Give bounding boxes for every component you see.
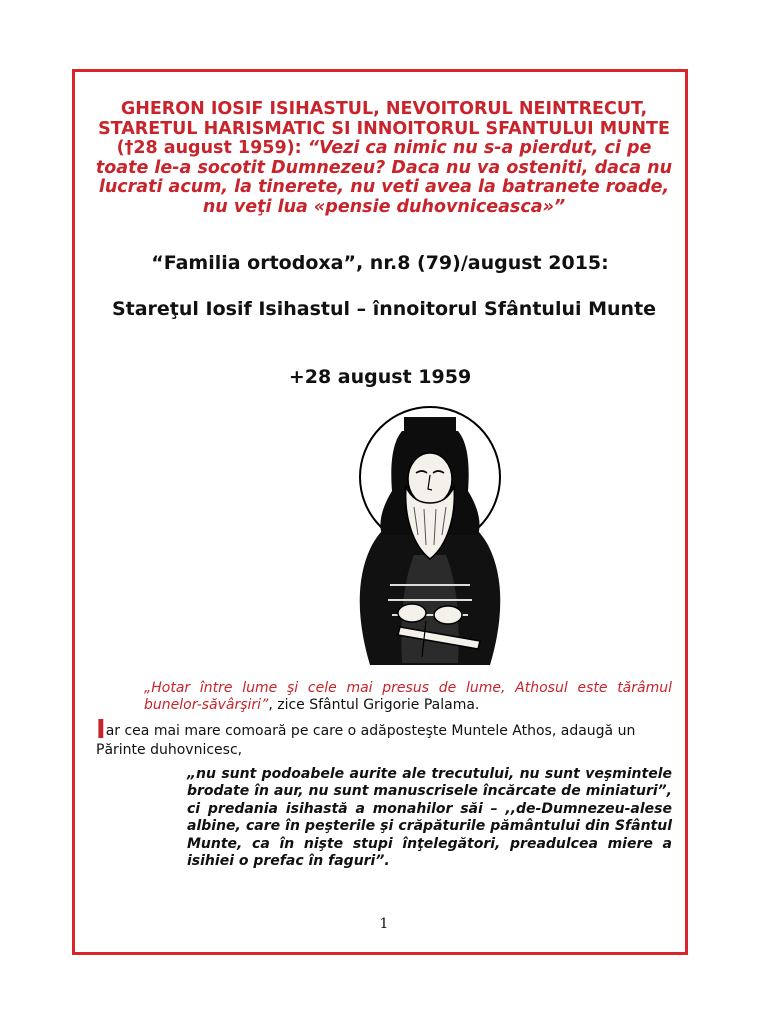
document-heading [92,100,676,218]
epigraph-attribution: , zice Sfântul Grigorie Palama. [268,697,480,713]
epigraph [144,680,672,714]
heading-lead: GHERON IOSIF ISIHASTUL, NEVOITORUL NEINTRECUT, STARETUL HARISMATIC SI INNOITORUL SFANTULUI MUNTE (†28 august 1959): [98,99,670,159]
block-quote: „nu sunt podoabele aurite ale trecutului, nu sunt veşmintele brodate în aur, nu sunt manuscrisele încărcate de miniaturi”, ci predania isihastă a monahilor săi – ,,de-Dumnezeu-alese albine, care în peşterile şi crăpăturile pământului din Sfântul Munte, ca în nişte stupi înţelegători, preadulcea miere a isihiei o prefac în faguri”. [187,766,672,870]
epigraph-quote: „Hotar între lume şi cele mai presus de lume, Athosul este tărâmul bunelor-săvârşiri” [144,680,672,713]
article-title: Stareţul Iosif Isihastul – înnoitorul Sfântului Munte [111,298,657,320]
page-number: 1 [379,916,389,932]
heading-quote: “Vezi ca nimic nu s-a pierdut, ci pe toate le-a socotit Dumnezeu? Daca nu va osteniti, daca nu lucrati acum, la tinerete, nu veti avea la batranete roade, nu veţi lua «pensie duhovniceasca»” [95,138,673,217]
body-paragraph [96,715,672,760]
saint-portrait-icon [330,395,530,670]
source-citation: “Familia ortodoxa”, nr.8 (79)/august 2015: [151,252,609,274]
drop-cap: I [96,715,106,745]
paragraph-text: ar cea mai mare comoară pe care o adăposteşte Muntele Athos, adaugă un Părinte duhovnicesc, [96,723,636,758]
saint-icon-image [330,395,530,670]
death-date: +28 august 1959 [288,366,472,388]
